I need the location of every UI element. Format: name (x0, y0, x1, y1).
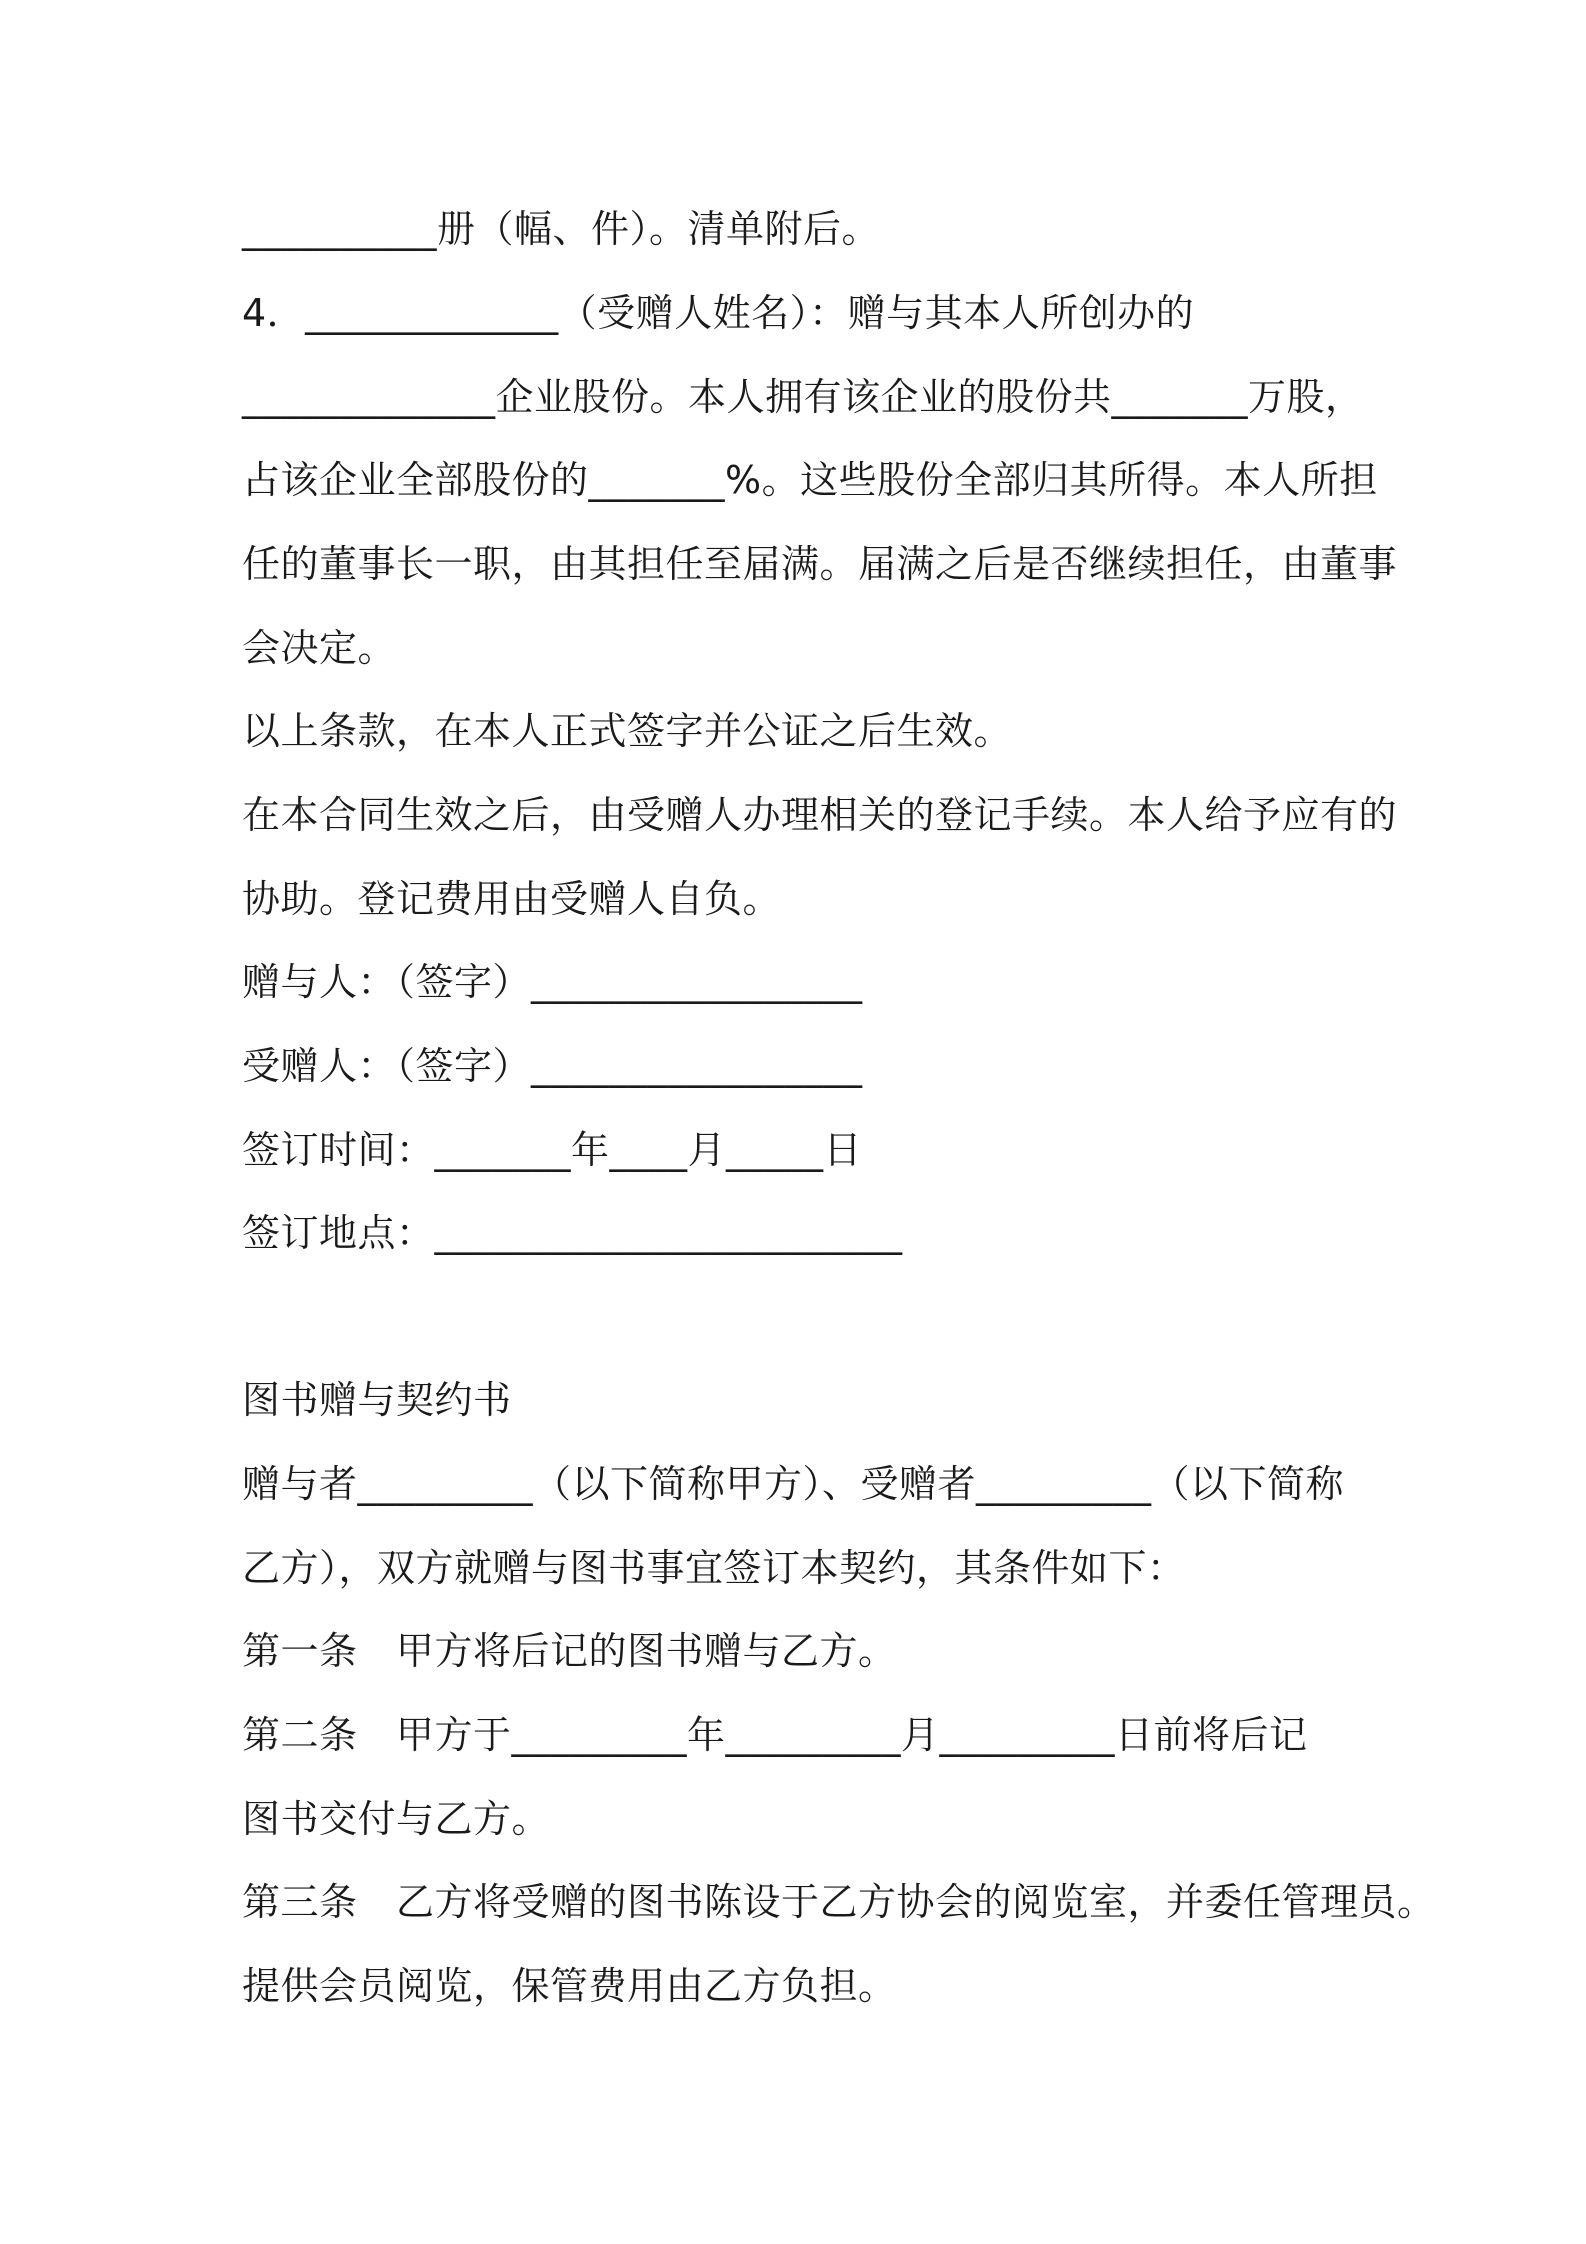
line-parties: 赠与者_________（以下简称甲方）、受赠者_________（以下简称 (242, 1462, 1345, 1506)
signing-date-line: 签订时间：_______年____月_____日 (242, 1128, 863, 1172)
line-clause-4: 4．_____________（受赠人姓名）：赠与其本人所创办的 (242, 291, 1195, 335)
section-title: 图书赠与契约书 (242, 1378, 512, 1422)
recipient-signature-line: 受赠人：（签字）_________________ (242, 1044, 863, 1088)
line-registration: 在本合同生效之后，由受赠人办理相关的登记手续。本人给予应有的 (242, 793, 1398, 837)
article-3-cont: 提供会员阅览，保管费用由乙方负担。 (242, 1964, 897, 2008)
line-parties-cont: 乙方），双方就赠与图书事宜签订本契约，其条件如下： (242, 1546, 1186, 1590)
article-2: 第二条 甲方于_________年_________月_________日前将后记 (242, 1713, 1308, 1757)
line-board-decision: 会决定。 (242, 626, 397, 670)
line-share-percent: 占该企业全部股份的_______%。这些股份全部归其所得。本人所担 (242, 458, 1378, 502)
line-list-attached: __________册（幅、件）。清单附后。 (242, 207, 881, 251)
line-effective-clause: 以上条款，在本人正式签字并公证之后生效。 (242, 709, 1013, 753)
line-registration-fee: 协助。登记费用由受赠人自负。 (242, 877, 782, 921)
signing-place-line: 签订地点：________________________ (242, 1211, 903, 1255)
line-chairman-term: 任的董事长一职，由其担任至届满。届满之后是否继续担任，由董事 (242, 542, 1398, 586)
article-3: 第三条 乙方将受赠的图书陈设于乙方协会的阅览室，并委任管理员。 (242, 1880, 1436, 1924)
article-1: 第一条 甲方将后记的图书赠与乙方。 (242, 1629, 897, 1673)
article-2-cont: 图书交付与乙方。 (242, 1797, 551, 1841)
line-enterprise-shares: _____________企业股份。本人拥有该企业的股份共_______万股， (242, 375, 1364, 419)
donor-signature-line: 赠与人：（签字）_________________ (242, 960, 863, 1004)
